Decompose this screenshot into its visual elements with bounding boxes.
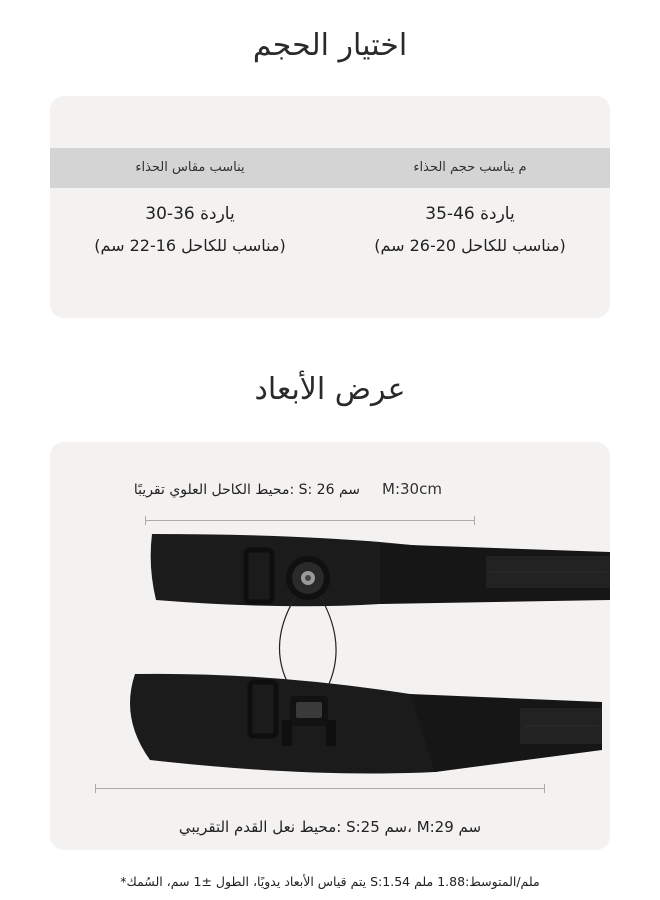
top-measure-label-m: M:30cm (382, 480, 442, 498)
bottom-measure-label: سم M:29 ،سم S:25 :محيط نعل القدم التقريبي (178, 818, 482, 836)
measurement-footnote: ملم/المتوسط:1.88 ملم S:1.54 يتم قياس الأبعاد يدويًا، الطول ±1 سم، السُمك* (120, 874, 540, 889)
upper-strap (151, 534, 610, 606)
size-yard-small: ياردة 36-30 (145, 204, 235, 224)
boa-dial-icon (286, 556, 330, 600)
size-ankle-small: (مناسب للكاحل 16-22 سم) (94, 236, 286, 255)
size-ankle-large: (مناسب للكاحل 20-26 سم) (374, 236, 566, 255)
top-measure-label-s: سم S: 26 :محيط الكاحل العلوي تقريبًا (133, 482, 360, 498)
size-column-large (330, 204, 610, 255)
size-section-title: اختيار الحجم (252, 28, 408, 63)
size-card (50, 96, 610, 318)
bottom-measure-line (95, 788, 545, 789)
size-yard-large: ياردة 46-35 (425, 204, 515, 224)
dimension-section-title: عرض الأبعاد (254, 372, 406, 407)
size-column-header-large: م يناسب حجم الحذاء (413, 160, 527, 175)
size-table-header (50, 148, 610, 188)
size-column-header-small: يناسب مقاس الحذاء (135, 160, 245, 175)
dimension-card (50, 442, 610, 850)
lace-wire (279, 596, 336, 694)
lower-strap (130, 674, 602, 774)
size-table-body (50, 204, 610, 255)
size-column-small (50, 204, 330, 255)
